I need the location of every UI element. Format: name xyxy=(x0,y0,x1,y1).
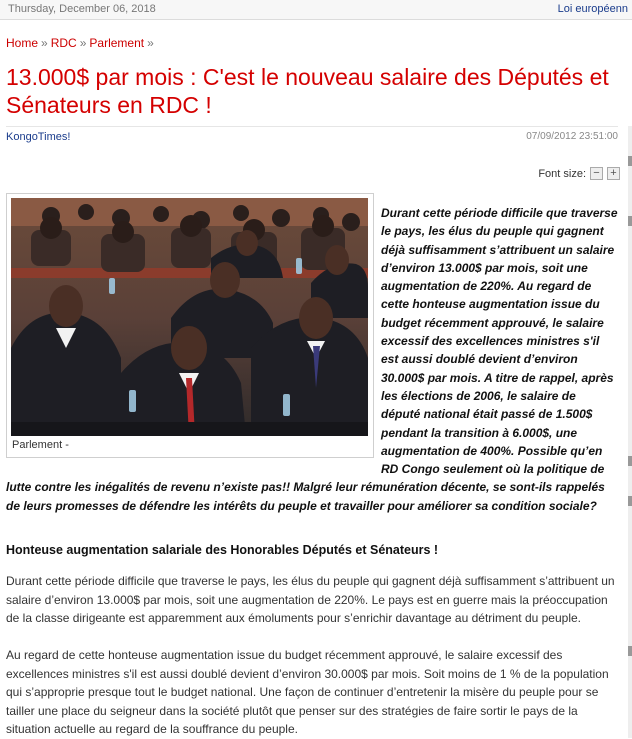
article-paragraph: Durant cette période difficile que traverse le pays, les élus du peuple qui gagnent déjà suffisamment s’attribuent un salaire d’environ 13.000$ par mois, soit une augmentation de 220%. Le pays est en guerre mais la préoccupation de la classe dirigeante est apparemment aux émoluments pour s’enrichir davantage au détriment du peuple. xyxy=(6,574,615,625)
font-increase-button[interactable]: + xyxy=(607,167,620,180)
scroll-marker xyxy=(628,156,632,166)
font-decrease-button[interactable]: − xyxy=(590,167,603,180)
lead-text: Durant cette période difficile que traverse le pays, les élus du peuple qui gagnent déjà suffisamment s’attribuent un salaire d’environ 13.000$ par mois, soit une augmentation de 220%. Au regard de cette honteuse augmentation issue du budget récemment approuvé, le salaire excessif des excellences ministres s'il est aussi doublé devient d’environ 30.000$ par mois. A titre de rappel, après les élections de 2006, le salaire de député national était passé de 1.500$ pendant la transition à 6.000$, une augmentation de 400%. Possible qu’en RD Congo seulement où la politique de lutte contre les inégalités de revenu n’existe pas!! Malgré leur rémunération décente, se sont-ils rappelés de leurs promesses de défendre les intérêts du peuple et travailler pour améliorer sa condition sociale? xyxy=(6,206,618,513)
article-paragraph: Au regard de cette honteuse augmentation issue du budget récemment approuvé, le salaire excessif des excellences ministres s'il est aussi doublé devient d’environ 30.000$ par mois. Soit moins de 1 % de la population qui s’approprie presque tout le budget national. Une façon de continuer d’entretenir la misère du peuple pour se tailler une place du seigneur dans la société plutôt que penser sur des stratégies de faire sortir le pays de la situation actuelle au regard de la souffrance du peuple. xyxy=(6,648,609,736)
breadcrumb-rdc-link[interactable]: RDC xyxy=(50,36,77,50)
photo-caption: Parlement - xyxy=(12,439,69,451)
scroll-marker xyxy=(628,646,632,656)
parliament-photo-drawing xyxy=(11,198,368,436)
article-subheading: Honteuse augmentation salariale des Honorables Députés et Sénateurs ! xyxy=(6,543,439,557)
article-title: 13.000$ par mois : C'est le nouveau salaire des Députés et Sénateurs en RDC ! xyxy=(6,64,609,118)
breadcrumb-separator: » xyxy=(41,36,48,50)
right-edge-scrollbar[interactable] xyxy=(628,126,632,738)
breadcrumb-parlement-link[interactable]: Parlement xyxy=(89,36,145,50)
current-date: Thursday, December 06, 2018 xyxy=(8,3,156,15)
article-figure xyxy=(6,193,374,458)
article-source: KongoTimes! xyxy=(6,131,71,143)
article-meta xyxy=(6,126,618,147)
scroll-marker xyxy=(628,496,632,506)
article-timestamp: 07/09/2012 23:51:00 xyxy=(526,131,618,142)
breadcrumb-home-link[interactable]: Home xyxy=(6,36,39,50)
scroll-marker xyxy=(628,456,632,466)
top-news-link[interactable]: Loi européenn xyxy=(557,3,628,15)
font-size-label: Font size: xyxy=(538,167,586,180)
font-size-control xyxy=(538,167,620,180)
scroll-marker xyxy=(628,216,632,226)
breadcrumb xyxy=(6,36,157,50)
parliament-photo[interactable] xyxy=(11,198,368,436)
breadcrumb-separator: » xyxy=(147,36,154,50)
top-bar xyxy=(0,0,632,20)
breadcrumb-separator: » xyxy=(79,36,87,50)
